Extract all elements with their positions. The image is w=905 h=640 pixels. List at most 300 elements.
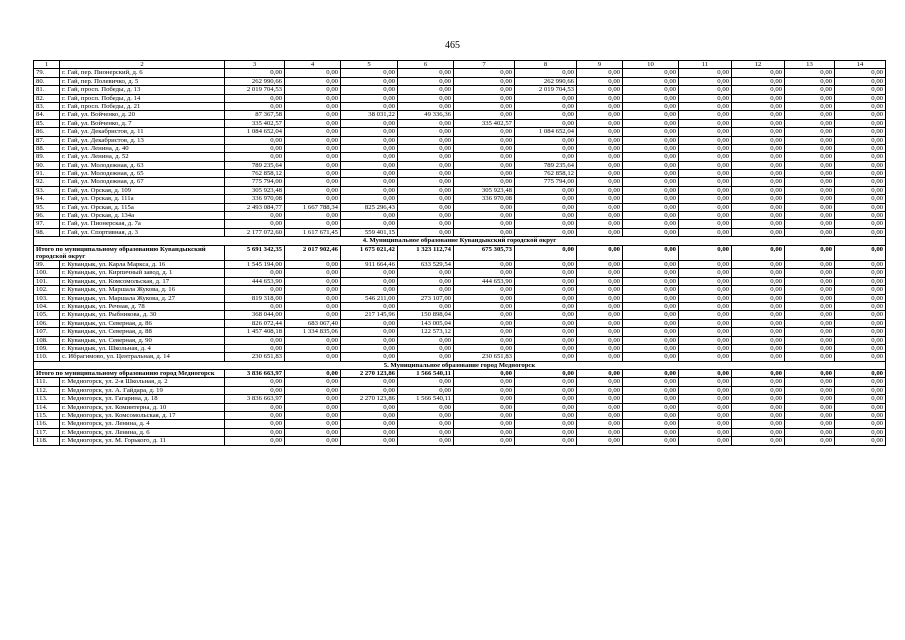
amount-cell: 0,00 xyxy=(398,69,454,77)
amount-cell: 0,00 xyxy=(577,153,623,161)
amount-cell: 0,00 xyxy=(398,178,454,186)
amount-cell: 0,00 xyxy=(398,144,454,152)
amount-cell: 0,00 xyxy=(454,378,515,386)
amount-cell: 0,00 xyxy=(341,69,398,77)
amount-cell: 0,00 xyxy=(835,161,886,169)
amount-cell: 0,00 xyxy=(732,94,785,102)
amount-cell: 0,00 xyxy=(515,420,577,428)
amount-cell: 0,00 xyxy=(577,228,623,236)
amount-cell: 230 651,83 xyxy=(454,353,515,361)
total-value-cell: 2 270 123,86 xyxy=(341,370,398,378)
amount-cell: 0,00 xyxy=(623,178,679,186)
amount-cell: 0,00 xyxy=(225,220,285,228)
row-number-cell: 108. xyxy=(34,336,60,344)
table-row xyxy=(34,412,886,420)
amount-cell: 0,00 xyxy=(398,136,454,144)
amount-cell: 0,00 xyxy=(225,286,285,294)
amount-cell: 0,00 xyxy=(679,428,732,436)
amount-cell: 0,00 xyxy=(785,378,835,386)
amount-cell: 0,00 xyxy=(785,437,835,445)
amount-cell: 0,00 xyxy=(835,212,886,220)
amount-cell: 0,00 xyxy=(515,195,577,203)
amount-cell: 0,00 xyxy=(623,128,679,136)
amount-cell: 0,00 xyxy=(454,86,515,94)
amount-cell: 0,00 xyxy=(732,195,785,203)
amount-cell: 683 067,40 xyxy=(285,319,341,327)
address-cell: г. Гай, ул. Декабристов, д. 13 xyxy=(60,136,225,144)
amount-cell: 0,00 xyxy=(398,119,454,127)
address-cell: г. Гай, ул. Декабристов, д. 11 xyxy=(60,128,225,136)
amount-cell: 0,00 xyxy=(835,286,886,294)
amount-cell: 0,00 xyxy=(341,186,398,194)
amount-cell: 0,00 xyxy=(341,269,398,277)
amount-cell: 0,00 xyxy=(285,111,341,119)
amount-cell: 0,00 xyxy=(341,286,398,294)
amount-cell: 0,00 xyxy=(515,428,577,436)
amount-cell: 0,00 xyxy=(285,403,341,411)
amount-cell: 0,00 xyxy=(577,144,623,152)
amount-cell: 0,00 xyxy=(515,153,577,161)
row-number-cell: 113. xyxy=(34,395,60,403)
amount-cell: 0,00 xyxy=(515,269,577,277)
amount-cell: 0,00 xyxy=(577,302,623,310)
amount-cell: 0,00 xyxy=(679,144,732,152)
amount-cell: 2 493 084,77 xyxy=(225,203,285,211)
row-number-cell: 94. xyxy=(34,195,60,203)
amount-cell: 0,00 xyxy=(285,220,341,228)
amount-cell: 1 545 194,00 xyxy=(225,261,285,269)
row-number-cell: 114. xyxy=(34,403,60,411)
amount-cell: 0,00 xyxy=(454,269,515,277)
page-number: 465 xyxy=(445,40,460,51)
amount-cell: 0,00 xyxy=(515,220,577,228)
total-value-cell: 5 691 342,35 xyxy=(225,245,285,260)
address-cell: г. Медногорск, ул. Гагарина, д. 18 xyxy=(60,395,225,403)
amount-cell: 0,00 xyxy=(623,336,679,344)
amount-cell: 49 336,36 xyxy=(398,111,454,119)
total-value-cell: 1 566 540,11 xyxy=(398,370,454,378)
amount-cell: 0,00 xyxy=(341,178,398,186)
table-row xyxy=(34,94,886,102)
row-number-cell: 107. xyxy=(34,328,60,336)
amount-cell: 0,00 xyxy=(785,403,835,411)
amount-cell: 0,00 xyxy=(679,69,732,77)
amount-cell: 559 401,15 xyxy=(341,228,398,236)
amount-cell: 775 794,00 xyxy=(515,178,577,186)
table-row xyxy=(34,111,886,119)
col-num-cell: 1 xyxy=(34,61,60,69)
amount-cell: 0,00 xyxy=(285,286,341,294)
amount-cell: 0,00 xyxy=(785,94,835,102)
amount-cell: 0,00 xyxy=(341,412,398,420)
col-num-cell: 14 xyxy=(835,61,886,69)
amount-cell: 0,00 xyxy=(285,94,341,102)
total-value-cell: 0,00 xyxy=(577,245,623,260)
amount-cell: 0,00 xyxy=(515,344,577,352)
amount-cell: 0,00 xyxy=(515,294,577,302)
amount-cell: 0,00 xyxy=(341,144,398,152)
table-row xyxy=(34,77,886,85)
amount-cell: 0,00 xyxy=(732,311,785,319)
amount-cell: 0,00 xyxy=(785,178,835,186)
table-row xyxy=(34,319,886,327)
amount-cell: 0,00 xyxy=(341,102,398,110)
table-row xyxy=(34,302,886,310)
amount-cell: 0,00 xyxy=(515,286,577,294)
amount-cell: 0,00 xyxy=(454,178,515,186)
amount-cell: 0,00 xyxy=(341,277,398,285)
amount-cell: 0,00 xyxy=(785,311,835,319)
amount-cell: 0,00 xyxy=(285,128,341,136)
table-row xyxy=(34,69,886,77)
amount-cell: 0,00 xyxy=(835,86,886,94)
amount-cell: 0,00 xyxy=(285,170,341,178)
amount-cell: 0,00 xyxy=(785,153,835,161)
amount-cell: 0,00 xyxy=(785,395,835,403)
amount-cell: 0,00 xyxy=(623,136,679,144)
amount-cell: 0,00 xyxy=(398,102,454,110)
total-value-cell: 0,00 xyxy=(835,245,886,260)
amount-cell: 0,00 xyxy=(732,136,785,144)
amount-cell: 0,00 xyxy=(835,153,886,161)
amount-cell: 0,00 xyxy=(623,428,679,436)
table-row xyxy=(34,261,886,269)
amount-cell: 0,00 xyxy=(341,420,398,428)
amount-cell: 0,00 xyxy=(679,378,732,386)
amount-cell: 0,00 xyxy=(341,437,398,445)
amount-cell: 150 898,04 xyxy=(398,311,454,319)
amount-cell: 0,00 xyxy=(341,319,398,327)
amount-cell: 0,00 xyxy=(679,277,732,285)
amount-cell: 335 402,57 xyxy=(454,119,515,127)
address-cell: г. Гай, ул. Орская, д. 134а xyxy=(60,212,225,220)
amount-cell: 0,00 xyxy=(679,420,732,428)
amount-cell: 0,00 xyxy=(732,286,785,294)
table-row xyxy=(34,136,886,144)
address-cell: г. Кувандык, ул. Рыбникова, д. 30 xyxy=(60,311,225,319)
address-cell: г. Гай, ул. Войченко, д. 20 xyxy=(60,111,225,119)
amount-cell: 0,00 xyxy=(398,195,454,203)
amount-cell: 0,00 xyxy=(835,277,886,285)
amount-cell: 0,00 xyxy=(577,412,623,420)
amount-cell: 0,00 xyxy=(515,412,577,420)
amount-cell: 0,00 xyxy=(285,277,341,285)
total-value-cell: 3 836 663,97 xyxy=(225,370,285,378)
address-cell: г. Кувандык, ул. Речная, д. 78 xyxy=(60,302,225,310)
amount-cell: 0,00 xyxy=(577,77,623,85)
amount-cell: 305 923,48 xyxy=(225,186,285,194)
amount-cell: 0,00 xyxy=(225,69,285,77)
amount-cell: 789 235,64 xyxy=(515,161,577,169)
amount-cell: 0,00 xyxy=(679,437,732,445)
amount-cell: 0,00 xyxy=(835,428,886,436)
amount-cell: 0,00 xyxy=(577,386,623,394)
amount-cell: 0,00 xyxy=(623,195,679,203)
amount-cell: 825 296,43 xyxy=(341,203,398,211)
amount-cell: 122 573,12 xyxy=(398,328,454,336)
address-cell: г. Кувандык, ул. Северная, д. 88 xyxy=(60,328,225,336)
row-number-cell: 106. xyxy=(34,319,60,327)
amount-cell: 0,00 xyxy=(285,161,341,169)
amount-cell: 633 529,54 xyxy=(398,261,454,269)
amount-cell: 0,00 xyxy=(285,269,341,277)
amount-cell: 0,00 xyxy=(515,111,577,119)
row-number-cell: 117. xyxy=(34,428,60,436)
amount-cell: 0,00 xyxy=(454,428,515,436)
amount-cell: 0,00 xyxy=(577,395,623,403)
amount-cell: 0,00 xyxy=(623,228,679,236)
amount-cell: 0,00 xyxy=(285,77,341,85)
row-number-cell: 82. xyxy=(34,94,60,102)
amount-cell: 1 084 652,04 xyxy=(225,128,285,136)
amount-cell: 0,00 xyxy=(398,212,454,220)
address-cell: г. Медногорск, ул. Комсомольская, д. 17 xyxy=(60,412,225,420)
amount-cell: 0,00 xyxy=(515,69,577,77)
amount-cell: 3 836 663,97 xyxy=(225,395,285,403)
amount-cell: 0,00 xyxy=(454,102,515,110)
amount-cell: 0,00 xyxy=(732,186,785,194)
amount-cell: 0,00 xyxy=(225,412,285,420)
amount-cell: 0,00 xyxy=(341,94,398,102)
amount-cell: 0,00 xyxy=(732,77,785,85)
amount-cell: 1 334 835,06 xyxy=(285,328,341,336)
total-value-cell: 0,00 xyxy=(285,370,341,378)
amount-cell: 0,00 xyxy=(454,94,515,102)
amount-cell: 0,00 xyxy=(225,386,285,394)
row-number-cell: 84. xyxy=(34,111,60,119)
amount-cell: 0,00 xyxy=(623,403,679,411)
amount-cell: 0,00 xyxy=(835,294,886,302)
amount-cell: 0,00 xyxy=(285,344,341,352)
amount-cell: 0,00 xyxy=(679,94,732,102)
amount-cell: 0,00 xyxy=(679,86,732,94)
table-row xyxy=(34,102,886,110)
amount-cell: 0,00 xyxy=(454,261,515,269)
amount-cell: 0,00 xyxy=(454,220,515,228)
amount-cell: 0,00 xyxy=(515,403,577,411)
table-body xyxy=(34,61,886,446)
address-cell: г. Гай, ул. Молодежная, д. 65 xyxy=(60,170,225,178)
amount-cell: 0,00 xyxy=(577,178,623,186)
amount-cell: 0,00 xyxy=(515,386,577,394)
amount-cell: 0,00 xyxy=(732,170,785,178)
col-num-cell: 12 xyxy=(732,61,785,69)
amount-cell: 0,00 xyxy=(577,336,623,344)
amount-cell: 0,00 xyxy=(623,261,679,269)
amount-cell: 0,00 xyxy=(732,69,785,77)
address-cell: г. Медногорск, ул. Ленина, д. 4 xyxy=(60,420,225,428)
amount-cell: 2 019 704,53 xyxy=(515,86,577,94)
table-row xyxy=(34,128,886,136)
row-number-cell: 83. xyxy=(34,102,60,110)
amount-cell: 0,00 xyxy=(785,294,835,302)
amount-cell: 0,00 xyxy=(341,328,398,336)
total-value-cell: 0,00 xyxy=(577,370,623,378)
table-row xyxy=(34,228,886,236)
amount-cell: 0,00 xyxy=(577,294,623,302)
amount-cell: 0,00 xyxy=(623,94,679,102)
amount-cell: 0,00 xyxy=(398,94,454,102)
amount-cell: 0,00 xyxy=(577,212,623,220)
amount-cell: 0,00 xyxy=(732,153,785,161)
amount-cell: 0,00 xyxy=(398,86,454,94)
total-row xyxy=(34,245,886,260)
amount-cell: 0,00 xyxy=(835,336,886,344)
amount-cell: 0,00 xyxy=(577,111,623,119)
amount-cell: 775 794,00 xyxy=(225,178,285,186)
amount-cell: 0,00 xyxy=(398,128,454,136)
col-num-cell: 10 xyxy=(623,61,679,69)
amount-cell: 0,00 xyxy=(454,136,515,144)
amount-cell: 0,00 xyxy=(623,153,679,161)
table-row xyxy=(34,336,886,344)
amount-cell: 0,00 xyxy=(785,111,835,119)
amount-cell: 0,00 xyxy=(623,311,679,319)
amount-cell: 0,00 xyxy=(454,319,515,327)
amount-cell: 0,00 xyxy=(225,378,285,386)
amount-cell: 0,00 xyxy=(835,228,886,236)
table-row xyxy=(34,378,886,386)
amount-cell: 0,00 xyxy=(732,178,785,186)
amount-cell: 0,00 xyxy=(785,228,835,236)
amount-cell: 0,00 xyxy=(285,294,341,302)
amount-cell: 0,00 xyxy=(398,228,454,236)
amount-cell: 87 367,58 xyxy=(225,111,285,119)
amount-cell: 0,00 xyxy=(341,119,398,127)
amount-cell: 0,00 xyxy=(785,136,835,144)
amount-cell: 0,00 xyxy=(577,428,623,436)
amount-cell: 0,00 xyxy=(835,378,886,386)
amount-cell: 0,00 xyxy=(515,119,577,127)
address-cell: г. Кувандык, ул. Кирпичный завод, д. 1 xyxy=(60,269,225,277)
amount-cell: 0,00 xyxy=(679,178,732,186)
amount-cell: 0,00 xyxy=(785,319,835,327)
amount-cell: 0,00 xyxy=(835,69,886,77)
amount-cell: 0,00 xyxy=(623,294,679,302)
amount-cell: 0,00 xyxy=(398,153,454,161)
amount-cell: 0,00 xyxy=(454,386,515,394)
total-value-cell: 0,00 xyxy=(454,370,515,378)
amount-cell: 0,00 xyxy=(577,86,623,94)
table-row xyxy=(34,294,886,302)
total-value-cell: 0,00 xyxy=(732,370,785,378)
amount-cell: 0,00 xyxy=(835,178,886,186)
amount-cell: 0,00 xyxy=(285,420,341,428)
amount-cell: 0,00 xyxy=(732,420,785,428)
amount-cell: 0,00 xyxy=(835,328,886,336)
amount-cell: 0,00 xyxy=(732,403,785,411)
total-value-cell: 1 323 112,74 xyxy=(398,245,454,260)
amount-cell: 0,00 xyxy=(398,186,454,194)
amount-cell: 0,00 xyxy=(732,228,785,236)
amount-cell: 0,00 xyxy=(577,378,623,386)
amount-cell: 0,00 xyxy=(577,261,623,269)
amount-cell: 0,00 xyxy=(785,195,835,203)
amount-cell: 0,00 xyxy=(785,212,835,220)
row-number-cell: 105. xyxy=(34,311,60,319)
total-value-cell: 675 305,73 xyxy=(454,245,515,260)
data-table xyxy=(33,60,886,446)
amount-cell: 0,00 xyxy=(515,136,577,144)
amount-cell: 0,00 xyxy=(454,203,515,211)
amount-cell: 0,00 xyxy=(341,153,398,161)
row-number-cell: 102. xyxy=(34,286,60,294)
row-number-cell: 95. xyxy=(34,203,60,211)
table-row xyxy=(34,395,886,403)
address-cell: г. Гай, пер. Полевичко, д. 5 xyxy=(60,77,225,85)
amount-cell: 0,00 xyxy=(785,220,835,228)
amount-cell: 0,00 xyxy=(785,302,835,310)
address-cell: г. Кувандык, ул. Комсомольская, д. 17 xyxy=(60,277,225,285)
amount-cell: 0,00 xyxy=(785,336,835,344)
amount-cell: 0,00 xyxy=(623,353,679,361)
amount-cell: 546 211,00 xyxy=(341,294,398,302)
amount-cell: 0,00 xyxy=(577,277,623,285)
table-row xyxy=(34,144,886,152)
amount-cell: 0,00 xyxy=(785,77,835,85)
column-number-row xyxy=(34,61,886,69)
address-cell: г. Кувандык, ул. Маршала Жукова, д. 27 xyxy=(60,294,225,302)
amount-cell: 0,00 xyxy=(225,144,285,152)
amount-cell: 0,00 xyxy=(679,220,732,228)
row-number-cell: 88. xyxy=(34,144,60,152)
amount-cell: 0,00 xyxy=(285,69,341,77)
amount-cell: 0,00 xyxy=(515,336,577,344)
amount-cell: 0,00 xyxy=(732,336,785,344)
table-row xyxy=(34,403,886,411)
amount-cell: 0,00 xyxy=(835,386,886,394)
amount-cell: 0,00 xyxy=(285,195,341,203)
table-row xyxy=(34,203,886,211)
row-number-cell: 110. xyxy=(34,353,60,361)
amount-cell: 0,00 xyxy=(285,386,341,394)
amount-cell: 0,00 xyxy=(225,403,285,411)
amount-cell: 0,00 xyxy=(454,437,515,445)
amount-cell: 0,00 xyxy=(732,302,785,310)
row-number-cell: 91. xyxy=(34,170,60,178)
amount-cell: 0,00 xyxy=(679,261,732,269)
address-cell: г. Гай, ул. Ленина, д. 52 xyxy=(60,153,225,161)
amount-cell: 0,00 xyxy=(732,294,785,302)
amount-cell: 0,00 xyxy=(285,428,341,436)
total-value-cell: 0,00 xyxy=(785,370,835,378)
total-label: Итого по муниципальному образованию город Медногорск xyxy=(34,370,225,378)
address-cell: г. Гай, ул. Войченко, д. 7 xyxy=(60,119,225,127)
table-row xyxy=(34,311,886,319)
table-row xyxy=(34,386,886,394)
total-value-cell: 0,00 xyxy=(835,370,886,378)
amount-cell: 0,00 xyxy=(623,277,679,285)
amount-cell: 0,00 xyxy=(732,344,785,352)
amount-cell: 0,00 xyxy=(341,220,398,228)
table-row xyxy=(34,212,886,220)
amount-cell: 0,00 xyxy=(515,144,577,152)
amount-cell: 911 664,46 xyxy=(341,261,398,269)
amount-cell: 0,00 xyxy=(679,153,732,161)
section-title: 5. Муниципальное образование город Медногорск xyxy=(34,361,886,369)
amount-cell: 0,00 xyxy=(679,311,732,319)
amount-cell: 0,00 xyxy=(732,261,785,269)
amount-cell: 0,00 xyxy=(225,153,285,161)
amount-cell: 1 566 540,11 xyxy=(398,395,454,403)
amount-cell: 1 667 788,34 xyxy=(285,203,341,211)
table-row xyxy=(34,277,886,285)
row-number-cell: 99. xyxy=(34,261,60,269)
amount-cell: 0,00 xyxy=(785,261,835,269)
address-cell: г. Кувандык, ул. Северная, д. 86 xyxy=(60,319,225,327)
amount-cell: 0,00 xyxy=(785,428,835,436)
row-number-cell: 115. xyxy=(34,412,60,420)
